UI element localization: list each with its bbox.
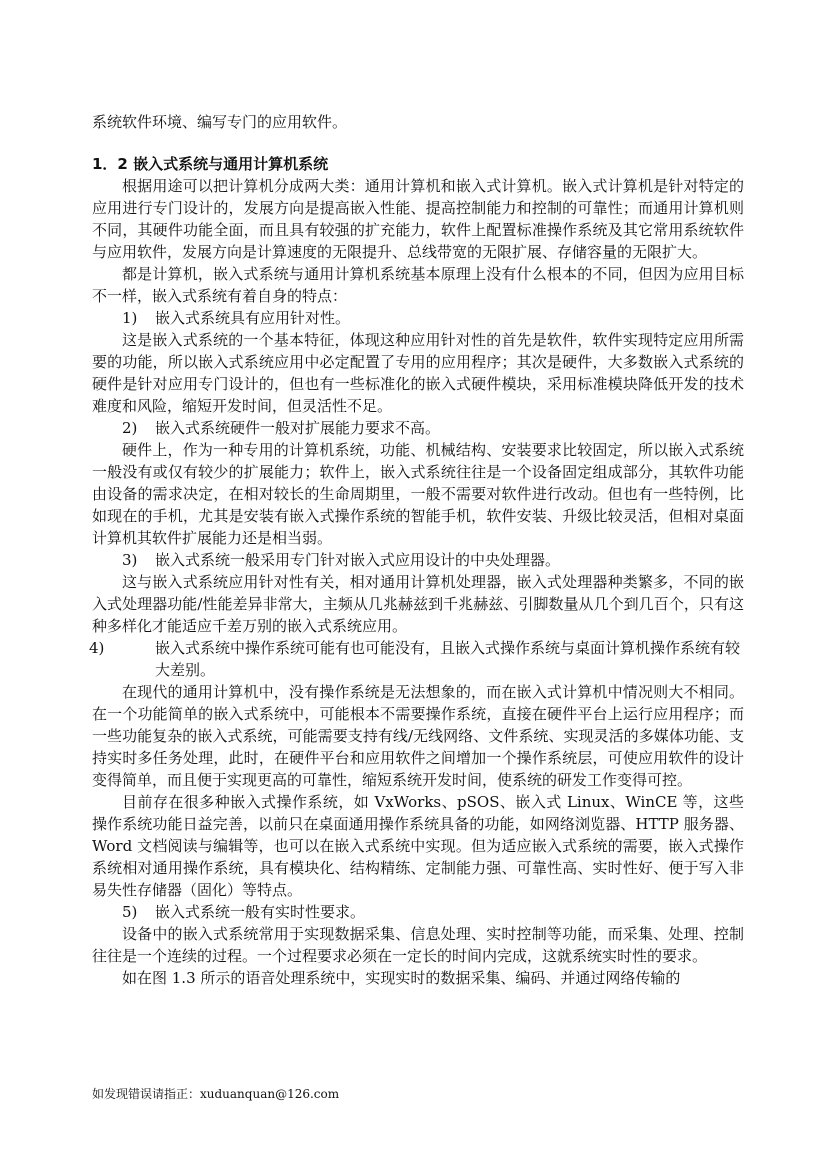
paragraph: 在现代的通用计算机中，没有操作系统是无法想象的，而在嵌入式计算机中情况则大不相同。在一个功能简单的嵌入式系统中，可能根本不需要操作系统，直接在硬件平台上运行应用程序；而一些功能复杂的嵌入式系统，可能需要支持有线/无线网络、文件系统、实现灵活的多媒体功能、支持实时多任务处理，此时，在硬件平台和应用软件之间增加一个操作系统层，可使应用软件的设计变得简单，而且便于实现更高的可靠性，缩短系统开发时间，使系统的研发工作变得可控。: [92, 683, 744, 789]
list-item-title: [92, 901, 744, 923]
paragraph: 这与嵌入式系统应用针对性有关，相对通用计算机处理器，嵌入式处理器种类繁多，不同的嵌入式处理器功能/性能差异非常大，主频从几兆赫兹到千兆赫兹、引脚数量从几个到几百个，只有这种多样化才能适应千差万别的嵌入式系统应用。: [92, 573, 744, 635]
paragraph: 如在图 1.3 所示的语音处理系统中，实现实时的数据采集、编码、并通过网络传输的: [122, 969, 681, 987]
footer-note: 如发现错误请指正：xuduanquan@126.com: [92, 1087, 340, 1101]
paragraph: 都是计算机，嵌入式系统与通用计算机系统基本原理上没有什么根本的不同，但因为应用目标不一样，嵌入式系统有着自身的特点：: [92, 265, 744, 305]
paragraph: 这是嵌入式系统的一个基本特征，体现这种应用针对性的首先是软件，软件实现特定应用所需要的功能，所以嵌入式系统应用中必定配置了专用的应用程序；其次是硬件，大多数嵌入式系统的硬件是针对应用专门设计的，但也有一些标准化的嵌入式硬件模块，采用标准模块降低开发的技术难度和风险，缩短开发时间，但灵活性不足。: [92, 331, 744, 415]
list-item-title: [92, 549, 744, 571]
list-item-title: [92, 417, 744, 439]
document-body: [89, 111, 744, 989]
paragraph: 设备中的嵌入式系统常用于实现数据采集、信息处理、实时控制等功能，而采集、处理、控制往往是一个连续的过程。一个过程要求必须在一定长的时间内完成，这就系统实时性的要求。: [92, 925, 744, 965]
list-title: 嵌入式系统一般有实时性要求。: [155, 903, 366, 921]
list-number: 5): [122, 903, 138, 921]
list-title: 嵌入式系统具有应用针对性。: [155, 309, 351, 327]
list-number: 1): [122, 309, 138, 327]
list-title: 嵌入式系统一般采用专门针对嵌入式应用设计的中央处理器。: [155, 551, 561, 569]
paragraph: 根据用途可以把计算机分成两大类：通用计算机和嵌入式计算机。嵌入式计算机是针对特定的应用进行专门设计的，发展方向是提高嵌入性能、提高控制能力和控制的可靠性；而通用计算机则不同，其硬件功能全面，而且具有较强的扩充能力，软件上配置标准操作系统及其它常用系统软件与应用软件，发展方向是计算速度的无限提升、总线带宽的无限扩展、存储容量的无限扩大。: [92, 177, 744, 261]
spacer: [92, 133, 744, 153]
section-heading: 1．2 嵌入式系统与通用计算机系统: [92, 155, 329, 173]
intro-line: 系统软件环境、编写专门的应用软件。: [92, 113, 348, 131]
list-title: 嵌入式系统中操作系统可能有也可能没有，且嵌入式操作系统与桌面计算机操作系统有较大差别。: [155, 639, 741, 679]
list-item-title: [89, 637, 744, 681]
list-item-title: [92, 307, 744, 329]
list-number: 2): [122, 419, 138, 437]
paragraph: 目前存在很多种嵌入式操作系统，如 VxWorks、pSOS、嵌入式 Linux、WinCE 等，这些操作系统功能日益完善，以前只在桌面通用操作系统具备的功能，如网络浏览器、HTTP 服务器、Word 文档阅读与编辑等，也可以在嵌入式系统中实现。但为适应嵌入式系统的需要，嵌入式操作系统相对通用操作系统，具有模块化、结构精练、定制能力强、可靠性高、实时性好、便于写入非易失性存储器（固化）等特点。: [92, 793, 744, 899]
list-title: 嵌入式系统硬件一般对扩展能力要求不高。: [155, 419, 441, 437]
list-number: 4): [89, 639, 105, 657]
list-number: 3): [122, 551, 138, 569]
paragraph: 硬件上，作为一种专用的计算机系统，功能、机械结构、安装要求比较固定，所以嵌入式系统一般没有或仅有较少的扩展能力；软件上，嵌入式系统往往是一个设备固定组成部分，其软件功能由设备的需求决定，在相对较长的生命周期里，一般不需要对软件进行改动。但也有一些特例，比如现在的手机，尤其是安装有嵌入式操作系统的智能手机，软件安装、升级比较灵活，但相对桌面计算机其软件扩展能力还是相当弱。: [92, 441, 744, 547]
